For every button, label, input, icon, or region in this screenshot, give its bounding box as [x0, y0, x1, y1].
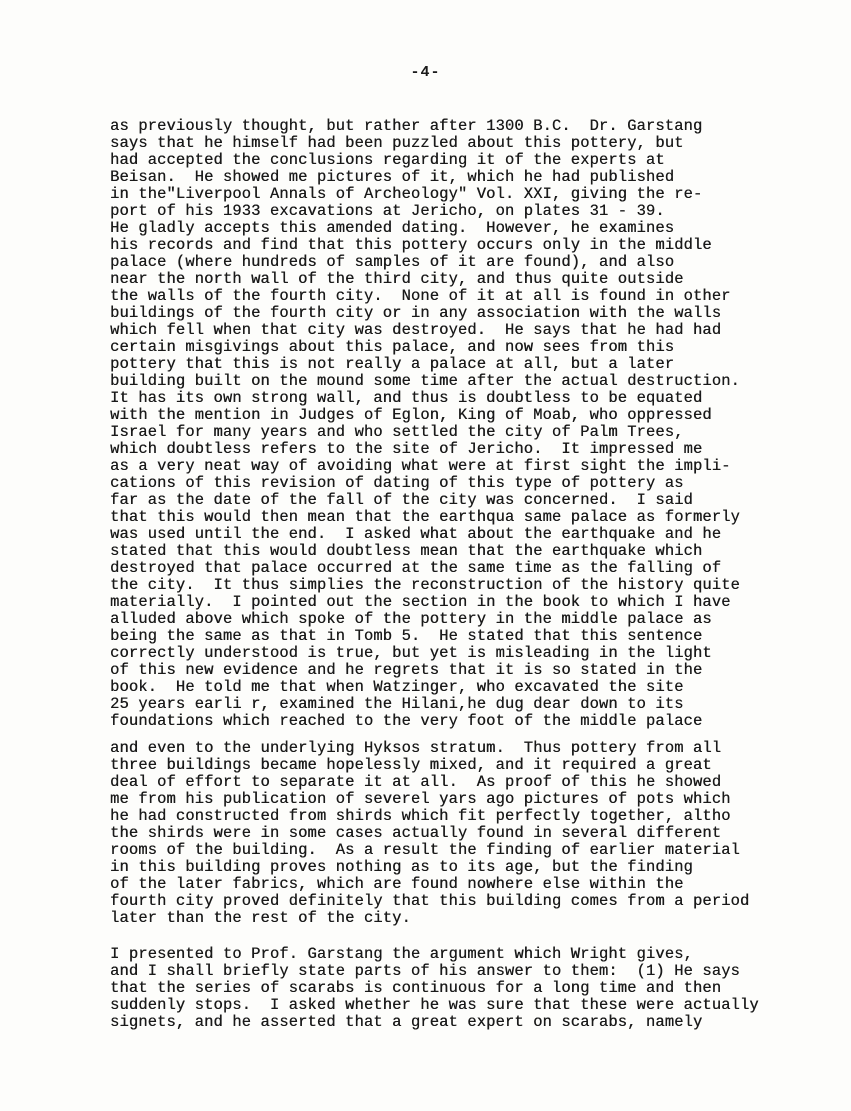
text-line: which doubtless refers to the site of Jericho. It impressed me	[110, 440, 703, 458]
text-line: as previously thought, but rather after 1300 B.C. Dr. Garstang	[110, 117, 703, 135]
text-line: palace (where hundreds of samples of it are found), and also	[110, 253, 675, 271]
text-line: deal of effort to separate it at all. As proof of this he showed	[110, 773, 722, 791]
text-line: Beisan. He showed me pictures of it, which he had published	[110, 168, 675, 186]
text-line: which fell when that city was destroyed. He says that he had had	[110, 321, 722, 339]
text-line: 25 years earli r, examined the Hilani,he dug dear down to its	[110, 695, 684, 713]
text-line: correctly understood is true, but yet is misleading in the light	[110, 644, 712, 662]
text-line: I presented to Prof. Garstang the argument which Wright gives,	[110, 945, 693, 963]
text-line: that this would then mean that the earthqua same palace as formerly	[110, 508, 740, 526]
text-line: signets, and he asserted that a great expert on scarabs, namely	[110, 1013, 703, 1031]
text-line: in this building proves nothing as to its age, but the finding	[110, 858, 693, 876]
text-line: Israel for many years and who settled the city of Palm Trees,	[110, 423, 684, 441]
text-line: pottery that this is not really a palace at all, but a later	[110, 355, 675, 373]
text-line: in the"Liverpool Annals of Archeology" Vol. XXI, giving the re-	[110, 185, 703, 203]
text-line: he had constructed from shirds which fit perfectly together, altho	[110, 807, 731, 825]
text-line: and I shall briefly state parts of his answer to them: (1) He says	[110, 962, 740, 980]
text-line: far as the date of the fall of the city was concerned. I said	[110, 491, 693, 509]
text-line: port of his 1933 excavations at Jericho, on plates 31 - 39.	[110, 202, 665, 220]
page-number: -4-	[410, 64, 441, 81]
text-line: as a very neat way of avoiding what were at first sight the impli-	[110, 457, 731, 475]
text-line: says that he himself had been puzzled about this pottery, but	[110, 134, 684, 152]
text-line: had accepted the conclusions regarding it of the experts at	[110, 151, 665, 169]
text-line: building built on the mound some time after the actual destruction.	[110, 372, 740, 390]
text-line: cations of this revision of dating of this type of pottery as	[110, 474, 684, 492]
text-line: It has its own strong wall, and thus is doubtless to be equated	[110, 389, 703, 407]
text-line: that the series of scarabs is continuous for a long time and then	[110, 979, 722, 997]
text-line: alluded above which spoke of the pottery in the middle palace as	[110, 610, 712, 628]
text-line: suddenly stops. I asked whether he was sure that these were actually	[110, 996, 759, 1014]
text-line: stated that this would doubtless mean that the earthquake which	[110, 542, 703, 560]
text-line: fourth city proved definitely that this building comes from a period	[110, 892, 750, 910]
text-line: the shirds were in some cases actually found in several different	[110, 824, 722, 842]
text-line: me from his publication of severel yars ago pictures of pots which	[110, 790, 731, 808]
text-line: near the north wall of the third city, and thus quite outside	[110, 270, 684, 288]
text-line: buildings of the fourth city or in any association with the walls	[110, 304, 722, 322]
text-line: of the later fabrics, which are found nowhere else within the	[110, 875, 684, 893]
text-line: the city. It thus simplies the reconstruction of the history quite	[110, 576, 740, 594]
text-line: He gladly accepts this amended dating. However, he examines	[110, 219, 675, 237]
text-line: and even to the underlying Hyksos stratum. Thus pottery from all	[110, 739, 722, 757]
text-line: the walls of the fourth city. None of it at all is found in other	[110, 287, 731, 305]
text-line: was used until the end. I asked what about the earthquake and he	[110, 525, 722, 543]
text-line: three buildings became hopelessly mixed, and it required a great	[110, 756, 712, 774]
text-line: later than the rest of the city.	[110, 909, 411, 927]
text-line: rooms of the building. As a result the finding of earlier material	[110, 841, 740, 859]
text-line: foundations which reached to the very foot of the middle palace	[110, 712, 703, 730]
text-line: of this new evidence and he regrets that it is so stated in the	[110, 661, 703, 679]
text-line: destroyed that palace occurred at the same time as the falling of	[110, 559, 722, 577]
text-line: his records and find that this pottery occurs only in the middle	[110, 236, 712, 254]
text-line: with the mention in Judges of Eglon, King of Moab, who oppressed	[110, 406, 712, 424]
text-line: materially. I pointed out the section in the book to which I have	[110, 593, 731, 611]
text-line: being the same as that in Tomb 5. He stated that this sentence	[110, 627, 703, 645]
text-line: book. He told me that when Watzinger, who excavated the site	[110, 678, 684, 696]
text-line: certain misgivings about this palace, and now sees from this	[110, 338, 675, 356]
